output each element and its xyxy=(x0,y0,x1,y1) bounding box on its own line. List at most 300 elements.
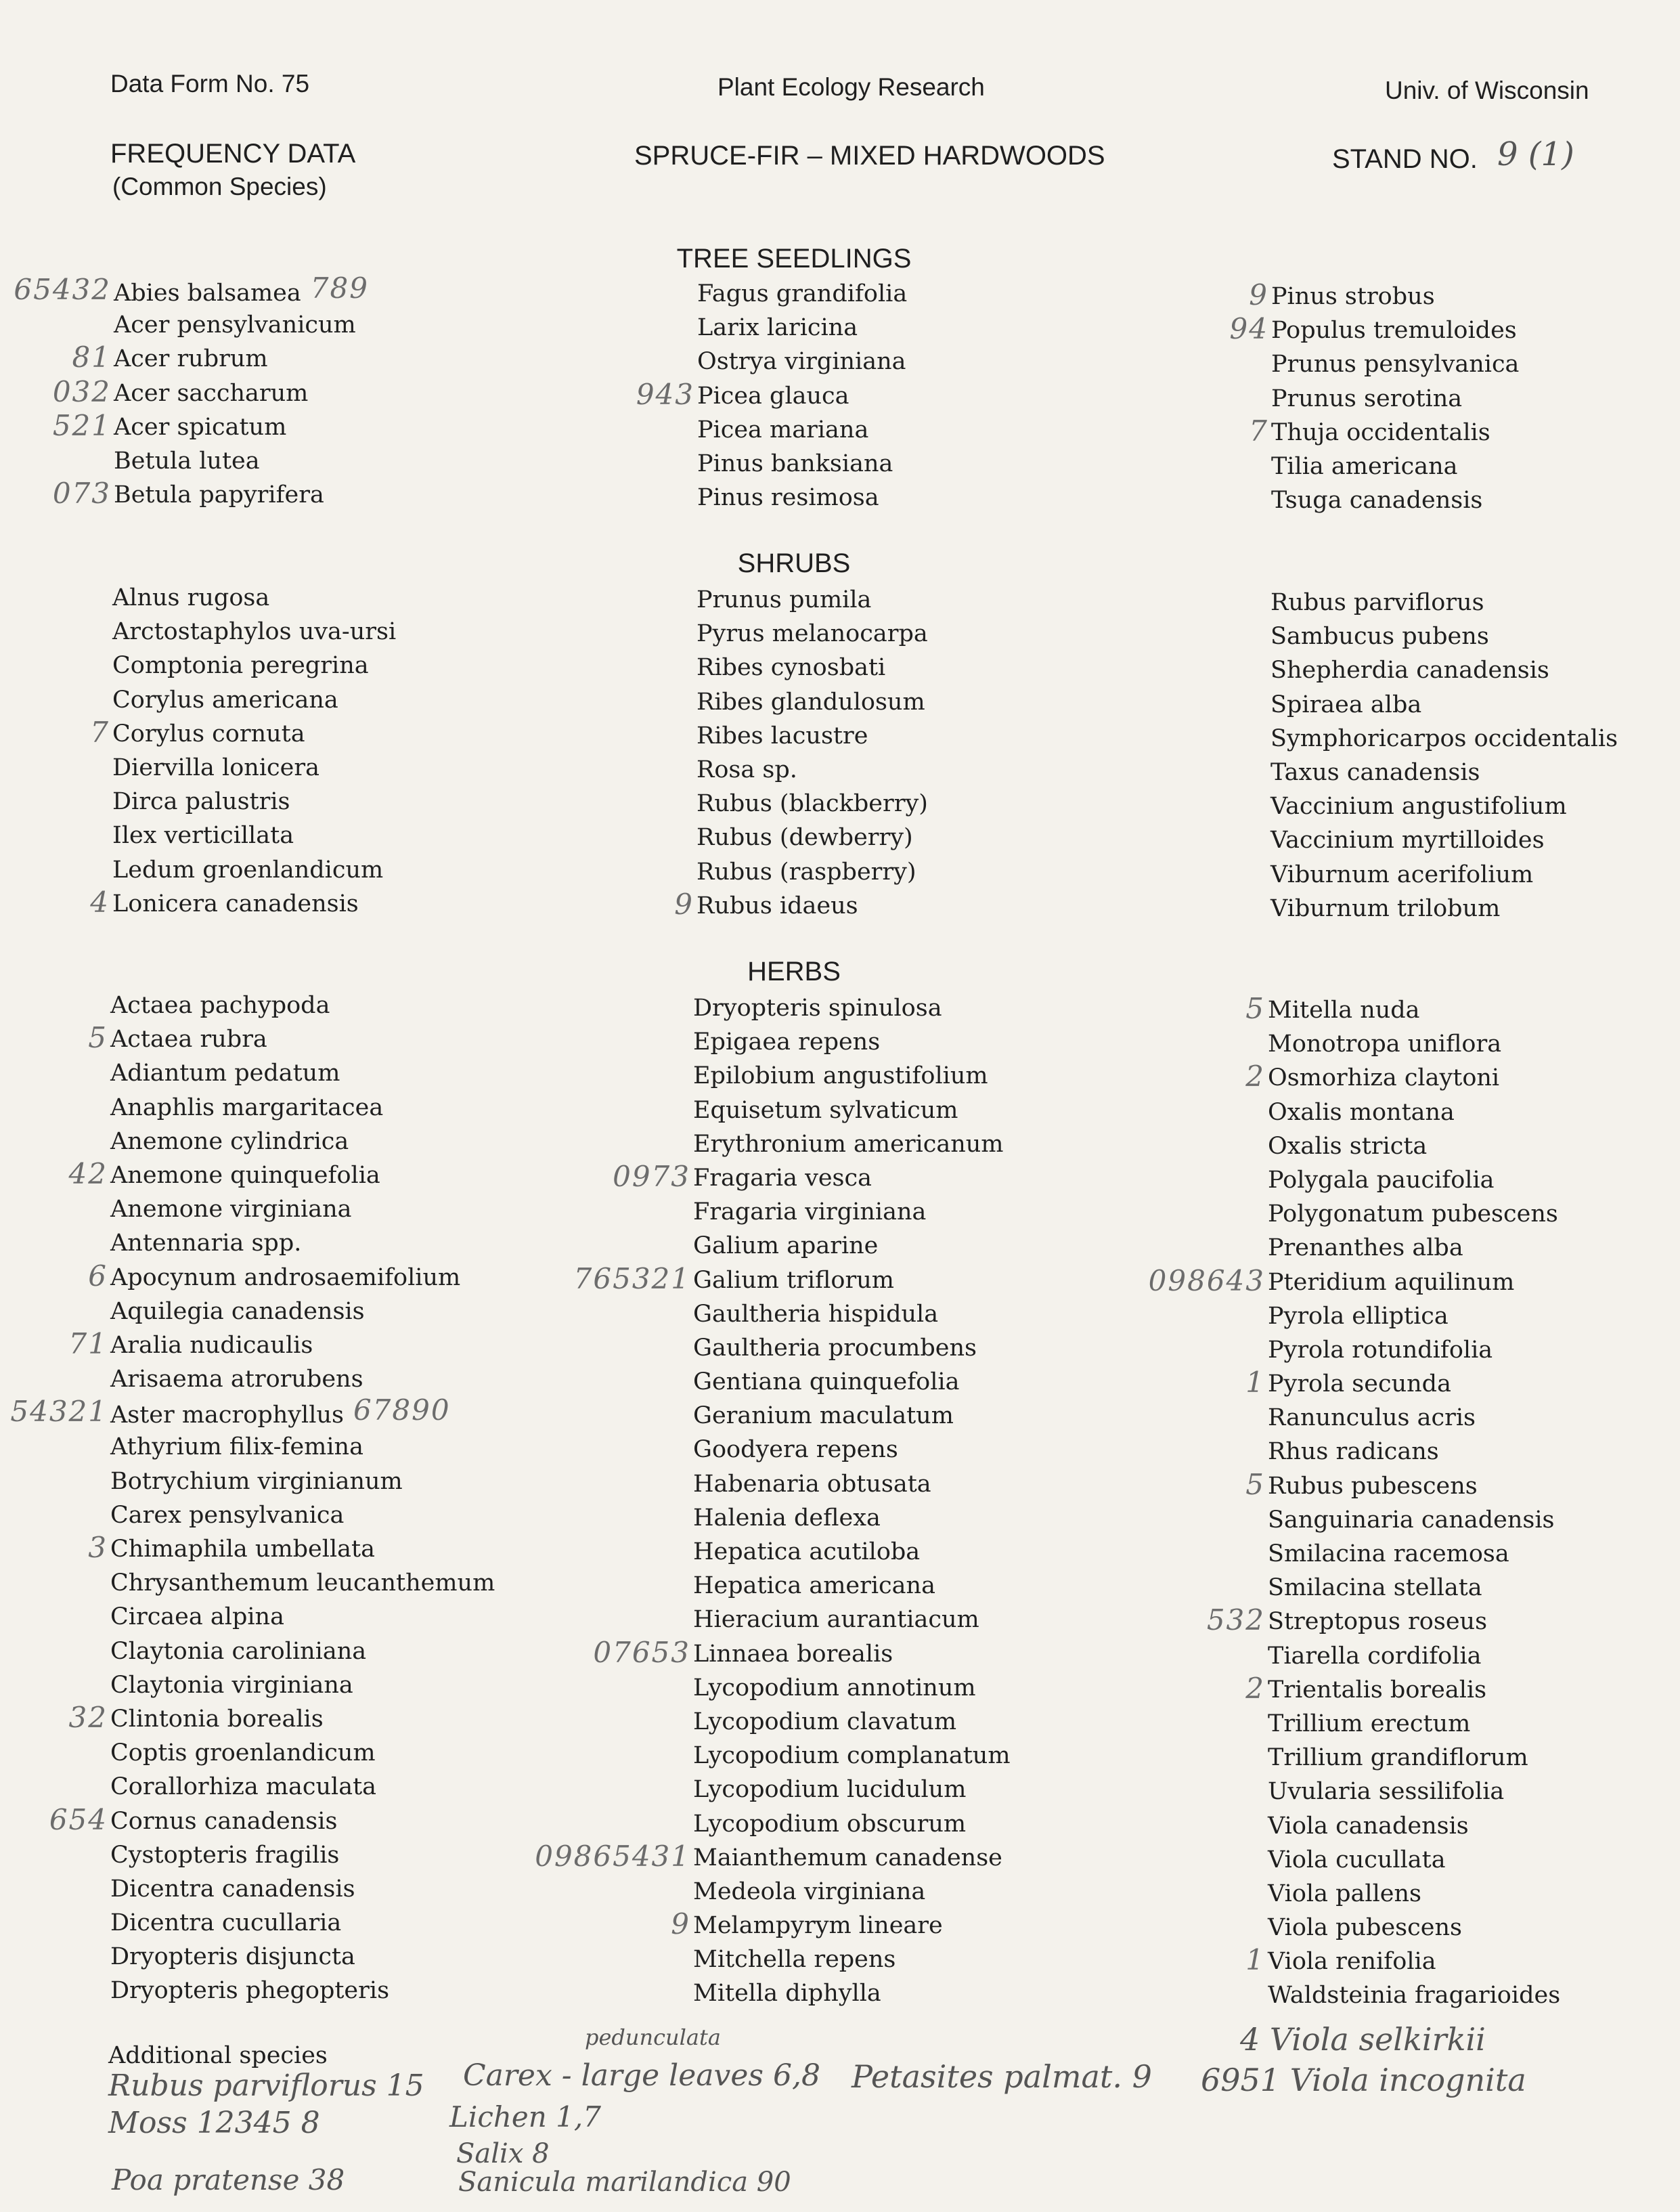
species-row xyxy=(693,1875,1011,1909)
species-row xyxy=(697,413,907,447)
species-name: Picea mariana xyxy=(697,416,869,443)
species-name: Ilex verticillata xyxy=(112,822,294,850)
species-row xyxy=(1268,1809,1560,1843)
handwritten-frequency-mark: 09865431 xyxy=(535,1839,690,1873)
species-name: Acer rubrum xyxy=(114,345,268,373)
species-row xyxy=(52,477,369,512)
species-row xyxy=(1206,1603,1560,1639)
species-name: Lonicera canadensis xyxy=(112,890,359,917)
species-row xyxy=(1268,1435,1560,1469)
species-name: Pinus resimosa xyxy=(697,484,879,512)
species-name: Rhus radicans xyxy=(1268,1438,1439,1466)
species-row xyxy=(1270,823,1618,857)
species-name: Oxalis montana xyxy=(1268,1098,1455,1126)
species-name: Acer spicatum xyxy=(114,413,287,441)
species-name: Antennaria spp. xyxy=(110,1230,302,1257)
species-name: Lycopodium annotinum xyxy=(693,1674,976,1701)
species-name: Anemone virginiana xyxy=(110,1196,352,1223)
species-row xyxy=(697,481,907,515)
species-row xyxy=(114,308,369,342)
species-name: Spiraea alba xyxy=(1270,691,1422,718)
species-name: Rosa sp. xyxy=(697,756,797,783)
handwritten-frequency-mark: 1 xyxy=(1245,1366,1265,1400)
species-row xyxy=(110,1906,495,1940)
handwritten-note: 6951 Viola incognita xyxy=(1201,2062,1526,2098)
section-title-shrubs: SHRUBS xyxy=(737,548,851,578)
species-name: Shepherdia canadensis xyxy=(1270,657,1549,685)
species-row xyxy=(112,581,396,615)
handwritten-note: Rubus parviflorus 15 xyxy=(108,2068,424,2103)
species-name: Viola cucullata xyxy=(1268,1846,1446,1873)
section-title-tree-seedlings: TREE SEEDLINGS xyxy=(676,244,912,274)
species-name: Erythronium americanum xyxy=(693,1130,1004,1158)
species-name: Lycopodium clavatum xyxy=(693,1708,957,1735)
species-name: Vaccinium angustifolium xyxy=(1270,793,1567,821)
species-row xyxy=(693,1569,1011,1603)
handwritten-frequency-mark: 81 xyxy=(72,341,111,374)
species-name: Mitchella repens xyxy=(693,1946,896,1974)
handwritten-note: pedunculata xyxy=(585,2024,721,2050)
species-row xyxy=(1245,1467,1560,1503)
handwritten-frequency-mark: 9 xyxy=(674,887,694,921)
species-row xyxy=(1271,382,1519,416)
herbs-column-1 xyxy=(10,989,495,2008)
species-name: Trillium erectum xyxy=(1268,1710,1471,1737)
species-name: Lycopodium obscurum xyxy=(693,1810,967,1838)
species-name: Dryopteris phegopteris xyxy=(110,1977,390,2005)
handwritten-frequency-mark: 7 xyxy=(90,715,110,749)
species-name: Tsuga canadensis xyxy=(1271,487,1483,515)
handwritten-frequency-mark: 098643 xyxy=(1148,1263,1265,1297)
shrubs-column-2 xyxy=(674,583,928,923)
handwritten-frequency-mark: 0973 xyxy=(613,1159,690,1193)
species-row xyxy=(90,715,396,751)
species-row xyxy=(1270,653,1618,687)
species-name: Polygala paucifolia xyxy=(1268,1166,1495,1194)
species-row xyxy=(1245,992,1560,1027)
species-row xyxy=(110,1056,495,1090)
species-name: Ranunculus acris xyxy=(1268,1404,1476,1432)
species-row xyxy=(1270,858,1618,892)
handwritten-frequency-mark: 32 xyxy=(68,1700,108,1734)
species-row xyxy=(68,1156,495,1192)
species-row xyxy=(1270,620,1618,653)
handwritten-note: Poa pratense 38 xyxy=(112,2163,345,2196)
handwritten-frequency-mark: 2 xyxy=(1245,1671,1265,1705)
handwritten-frequency-mark: 9 xyxy=(671,1907,690,1941)
species-name: Vaccinium myrtilloides xyxy=(1270,827,1545,854)
species-row xyxy=(1245,1366,1560,1401)
species-name: Thuja occidentalis xyxy=(1271,418,1490,446)
species-row xyxy=(1268,1096,1560,1129)
species-row xyxy=(697,583,928,617)
common-species-subtitle: (Common Species) xyxy=(112,173,327,200)
species-name: Halenia deflexa xyxy=(693,1504,881,1532)
species-row xyxy=(52,408,369,444)
species-row xyxy=(1271,483,1519,517)
species-name: Arctostaphylos uva-ursi xyxy=(112,618,397,646)
species-name: Dryopteris spinulosa xyxy=(693,995,942,1022)
species-row xyxy=(693,1433,1011,1467)
species-name: Cornus canadensis xyxy=(110,1807,338,1835)
species-name: Athyrium filix-femina xyxy=(110,1433,363,1461)
species-row xyxy=(1268,1231,1560,1265)
species-row xyxy=(573,1261,1011,1297)
species-name: Goodyera repens xyxy=(693,1436,898,1464)
species-row xyxy=(697,617,928,651)
species-name: Viburnum acerifolium xyxy=(1270,861,1534,888)
species-row xyxy=(1148,1263,1560,1299)
species-row xyxy=(1268,1707,1560,1741)
frequency-data-title: FREQUENCY DATA xyxy=(110,139,356,169)
handwritten-frequency-mark: 521 xyxy=(52,408,111,442)
species-name: Corallorhiza maculata xyxy=(110,1773,376,1801)
species-row xyxy=(110,1634,495,1668)
species-name: Picea glauca xyxy=(697,382,849,410)
species-row xyxy=(88,1021,495,1056)
handwritten-frequency-mark: 2 xyxy=(1245,1060,1265,1093)
species-row xyxy=(693,1671,1011,1705)
species-name: Anemone quinquefolia xyxy=(110,1161,380,1189)
handwritten-note: Lichen 1,7 xyxy=(449,2100,601,2133)
species-row xyxy=(110,1566,495,1600)
species-row xyxy=(1270,688,1618,722)
species-name: Betula papyrifera xyxy=(114,481,324,509)
species-row xyxy=(1268,1741,1560,1775)
handwritten-frequency-mark: 07653 xyxy=(593,1635,690,1669)
species-row xyxy=(110,1091,495,1125)
species-row xyxy=(1271,450,1519,483)
species-name: Dicentra cucullaria xyxy=(110,1909,342,1937)
species-row xyxy=(613,1159,1011,1195)
species-row xyxy=(697,753,928,787)
species-row xyxy=(110,1838,495,1872)
species-name: Pteridium aquilinum xyxy=(1268,1268,1515,1296)
handwritten-note: Petasites palmat. 9 xyxy=(852,2058,1152,2095)
species-name: Lycopodium complanatum xyxy=(693,1742,1011,1770)
species-name: Gentiana quinquefolia xyxy=(693,1368,960,1396)
species-name: Medeola virginiana xyxy=(693,1878,926,1905)
tree-seedlings-column-1 xyxy=(14,272,369,512)
handwritten-frequency-mark: 42 xyxy=(68,1156,108,1190)
species-name: Rubus parviflorus xyxy=(1270,589,1484,616)
species-name: Viola canadensis xyxy=(1268,1812,1469,1840)
species-row xyxy=(110,1872,495,1906)
species-name: Aster macrophyllus xyxy=(110,1402,344,1429)
species-row xyxy=(693,1297,1011,1331)
species-row xyxy=(1268,1401,1560,1435)
species-name: Arisaema atrorubens xyxy=(110,1366,363,1393)
species-name: Clintonia borealis xyxy=(110,1705,324,1733)
species-row xyxy=(693,1807,1011,1841)
species-row xyxy=(697,447,907,481)
species-row xyxy=(535,1839,1011,1875)
species-name: Gaultheria hispidula xyxy=(693,1300,939,1328)
species-row xyxy=(636,377,907,413)
handwritten-frequency-mark: 532 xyxy=(1206,1603,1265,1637)
species-name: Linnaea borealis xyxy=(693,1640,893,1668)
species-name: Corylus americana xyxy=(112,686,338,714)
species-name: Circaea alpina xyxy=(110,1603,284,1631)
species-row xyxy=(1268,1877,1560,1911)
species-row xyxy=(693,1127,1011,1161)
species-row xyxy=(1268,1978,1560,2012)
species-name: Actaea rubra xyxy=(110,1026,267,1054)
species-row xyxy=(1268,1197,1560,1231)
community-title: SPRUCE-FIR – MIXED HARDWOODS xyxy=(634,141,1105,171)
species-name: Monotropa uniflora xyxy=(1268,1031,1502,1058)
species-name: Oxalis stricta xyxy=(1268,1132,1428,1160)
species-row xyxy=(693,1467,1011,1501)
species-row xyxy=(68,1700,495,1736)
species-name: Smilacina stellata xyxy=(1268,1574,1482,1602)
handwritten-frequency-mark: 7 xyxy=(1249,414,1268,448)
species-row xyxy=(693,1535,1011,1569)
species-row xyxy=(52,374,369,410)
species-name: Anaphlis margaritacea xyxy=(110,1093,384,1121)
species-row xyxy=(693,1773,1011,1806)
species-name: Mitella diphylla xyxy=(693,1980,881,2008)
species-name: Diervilla lonicera xyxy=(112,754,319,781)
species-name: Ribes cynosbati xyxy=(697,654,886,682)
species-row xyxy=(1268,1639,1560,1673)
herbs-column-3 xyxy=(1148,992,1561,2013)
species-row xyxy=(110,1498,495,1532)
species-row xyxy=(112,683,396,717)
species-row xyxy=(693,1025,1011,1059)
species-name: Dirca palustris xyxy=(112,788,290,816)
species-row xyxy=(10,1393,495,1430)
handwritten-frequency-mark: 94 xyxy=(1229,312,1268,346)
species-name: Pyrus melanocarpa xyxy=(697,620,928,648)
species-row xyxy=(14,272,369,308)
stand-label: STAND NO. xyxy=(1332,144,1478,174)
species-name: Claytonia virginiana xyxy=(110,1671,353,1699)
species-row xyxy=(1270,586,1618,620)
species-row xyxy=(72,341,369,376)
species-row xyxy=(1268,1911,1560,1945)
species-name: Waldsteinia fragarioides xyxy=(1268,1982,1561,2010)
species-row xyxy=(1245,1943,1560,1978)
species-name: Larix laricina xyxy=(697,314,858,342)
species-row xyxy=(697,787,928,821)
species-row xyxy=(693,1365,1011,1399)
species-name: Fragaria virginiana xyxy=(693,1198,927,1226)
species-name: Dryopteris disjuncta xyxy=(110,1943,355,1971)
species-row xyxy=(693,1739,1011,1773)
species-row xyxy=(693,1399,1011,1433)
species-name: Comptonia peregrina xyxy=(112,652,369,680)
species-name: Streptopus roseus xyxy=(1268,1608,1488,1636)
species-row xyxy=(1268,1027,1560,1061)
species-name: Pinus banksiana xyxy=(697,450,893,477)
species-name: Prenanthes alba xyxy=(1268,1234,1463,1262)
species-row xyxy=(697,719,928,753)
species-row xyxy=(110,989,495,1022)
tree-seedlings-column-2 xyxy=(636,277,908,515)
species-row xyxy=(1270,722,1618,756)
species-row xyxy=(693,1976,1011,2010)
species-row xyxy=(697,345,907,378)
species-name: Ledum groenlandicum xyxy=(112,856,384,884)
species-row xyxy=(68,1326,495,1362)
species-name: Betula lutea xyxy=(114,447,260,475)
handwritten-frequency-mark-right: 67890 xyxy=(353,1393,451,1427)
species-row xyxy=(110,1295,495,1328)
species-row xyxy=(110,1430,495,1464)
handwritten-note: Salix 8 xyxy=(456,2138,550,2169)
handwritten-note: 4 Viola selkirkii xyxy=(1240,2021,1486,2058)
species-row xyxy=(112,615,396,649)
species-row xyxy=(1271,347,1519,381)
species-name: Maianthemum canadense xyxy=(693,1844,1002,1871)
species-name: Populus tremuloides xyxy=(1271,317,1517,345)
handwritten-frequency-mark: 6 xyxy=(88,1259,108,1293)
species-name: Epilobium angustifolium xyxy=(693,1062,988,1090)
species-name: Mitella nuda xyxy=(1268,997,1420,1024)
species-name: Acer pensylvanicum xyxy=(114,311,356,339)
species-row xyxy=(112,853,396,887)
species-name: Apocynum androsaemifolium xyxy=(110,1263,461,1291)
species-row xyxy=(693,1603,1011,1636)
handwritten-frequency-mark: 073 xyxy=(52,477,111,511)
species-row xyxy=(112,785,396,819)
handwritten-frequency-mark: 3 xyxy=(88,1531,108,1564)
species-name: Pyrola elliptica xyxy=(1268,1302,1449,1330)
species-row xyxy=(693,1331,1011,1365)
handwritten-frequency-mark: 71 xyxy=(68,1326,108,1360)
species-row xyxy=(110,1192,495,1226)
species-name: Fragaria vesca xyxy=(693,1164,872,1192)
species-name: Smilacina racemosa xyxy=(1268,1540,1509,1567)
species-name: Tilia americana xyxy=(1271,452,1458,480)
org-name: Plant Ecology Research xyxy=(717,73,985,101)
species-row xyxy=(674,887,928,923)
species-name: Rubus (dewberry) xyxy=(697,824,913,852)
handwritten-note: Moss 12345 8 xyxy=(108,2106,320,2140)
species-name: Dicentra canadensis xyxy=(110,1875,355,1903)
handwritten-frequency-mark: 032 xyxy=(52,374,111,408)
species-row xyxy=(1245,1060,1560,1095)
species-name: Rubus idaeus xyxy=(697,892,858,919)
species-name: Sanguinaria canadensis xyxy=(1268,1506,1555,1534)
handwritten-frequency-mark: 65432 xyxy=(14,273,111,306)
handwritten-frequency-mark: 9 xyxy=(1249,278,1268,311)
species-name: Polygonatum pubescens xyxy=(1268,1200,1558,1228)
species-name: Coptis groenlandicum xyxy=(110,1739,376,1767)
tree-seedlings-column-3 xyxy=(1229,278,1520,517)
species-row xyxy=(1268,1299,1560,1333)
handwritten-note: Carex - large leaves 6,8 xyxy=(463,2058,820,2093)
species-name: Hepatica acutiloba xyxy=(693,1538,921,1565)
species-row xyxy=(693,1943,1011,1976)
species-row xyxy=(1268,1503,1560,1537)
species-name: Equisetum sylvaticum xyxy=(693,1096,958,1124)
species-name: Rubus pubescens xyxy=(1268,1472,1478,1500)
species-row xyxy=(1229,312,1519,347)
university: Univ. of Wisconsin xyxy=(1385,77,1589,104)
species-row xyxy=(1270,756,1618,789)
species-name: Aquilegia canadensis xyxy=(110,1297,365,1325)
species-row xyxy=(110,1362,495,1396)
species-row xyxy=(1249,414,1519,450)
shrubs-column-3 xyxy=(1270,586,1618,926)
species-name: Osmorhiza claytoni xyxy=(1268,1064,1500,1092)
species-name: Uvularia sessilifolia xyxy=(1268,1778,1505,1806)
species-name: Anemone cylindrica xyxy=(110,1127,349,1155)
handwritten-frequency-mark: 5 xyxy=(88,1021,108,1055)
species-name: Claytonia caroliniana xyxy=(110,1637,367,1665)
species-name: Taxus canadensis xyxy=(1270,758,1480,786)
species-name: Cystopteris fragilis xyxy=(110,1841,340,1869)
species-row xyxy=(88,1259,495,1295)
additional-species-label: Additional species xyxy=(108,2042,328,2069)
species-name: Trientalis borealis xyxy=(1268,1676,1487,1704)
species-name: Adiantum pedatum xyxy=(110,1060,340,1087)
species-name: Rubus (raspberry) xyxy=(697,858,916,886)
species-row xyxy=(693,1229,1011,1263)
species-name: Hieracium aurantiacum xyxy=(693,1606,979,1634)
species-row xyxy=(1270,789,1618,823)
species-row xyxy=(693,991,1011,1025)
shrubs-column-1 xyxy=(90,581,397,921)
species-row xyxy=(1268,1537,1560,1571)
species-row xyxy=(693,1705,1011,1739)
species-row xyxy=(1249,278,1519,313)
species-row xyxy=(1268,1843,1560,1877)
species-name: Ostrya virginiana xyxy=(697,348,906,376)
species-name: Sambucus pubens xyxy=(1270,623,1489,651)
species-name: Ribes glandulosum xyxy=(697,688,925,716)
species-row xyxy=(693,1059,1011,1093)
species-row xyxy=(697,277,907,311)
species-name: Alnus rugosa xyxy=(112,584,270,611)
handwritten-frequency-mark: 654 xyxy=(49,1802,108,1836)
species-name: Prunus pumila xyxy=(697,586,872,613)
species-name: Pinus strobus xyxy=(1271,283,1435,310)
species-name: Ribes lacustre xyxy=(697,722,868,750)
species-name: Pyrola rotundifolia xyxy=(1268,1336,1493,1364)
species-name: Viola renifolia xyxy=(1268,1948,1436,1976)
species-row xyxy=(693,1195,1011,1229)
species-name: Melampyrym lineare xyxy=(693,1912,943,1940)
species-name: Abies balsamea xyxy=(114,280,301,307)
species-row xyxy=(1268,1163,1560,1197)
species-row xyxy=(110,1770,495,1804)
species-name: Prunus pensylvanica xyxy=(1271,351,1520,378)
species-name: Hepatica americana xyxy=(693,1572,935,1600)
handwritten-frequency-mark: 5 xyxy=(1245,992,1265,1025)
species-row xyxy=(110,1465,495,1498)
species-row xyxy=(112,819,396,852)
species-name: Pyrola secunda xyxy=(1268,1370,1451,1398)
species-name: Chimaphila umbellata xyxy=(110,1536,375,1563)
species-name: Acer saccharum xyxy=(114,379,309,407)
species-row xyxy=(671,1907,1011,1943)
species-name: Botrychium virginianum xyxy=(110,1467,403,1495)
species-row xyxy=(697,821,928,854)
species-row xyxy=(697,855,928,889)
species-name: Geranium maculatum xyxy=(693,1402,954,1430)
species-name: Carex pensylvanica xyxy=(110,1501,345,1529)
species-row xyxy=(693,1501,1011,1535)
species-name: Viola pallens xyxy=(1268,1880,1421,1907)
species-row xyxy=(112,751,396,785)
section-title-herbs: HERBS xyxy=(747,957,841,986)
species-name: Actaea pachypoda xyxy=(110,992,330,1019)
species-name: Viola pubescens xyxy=(1268,1914,1462,1942)
species-name: Corylus cornuta xyxy=(112,720,305,747)
